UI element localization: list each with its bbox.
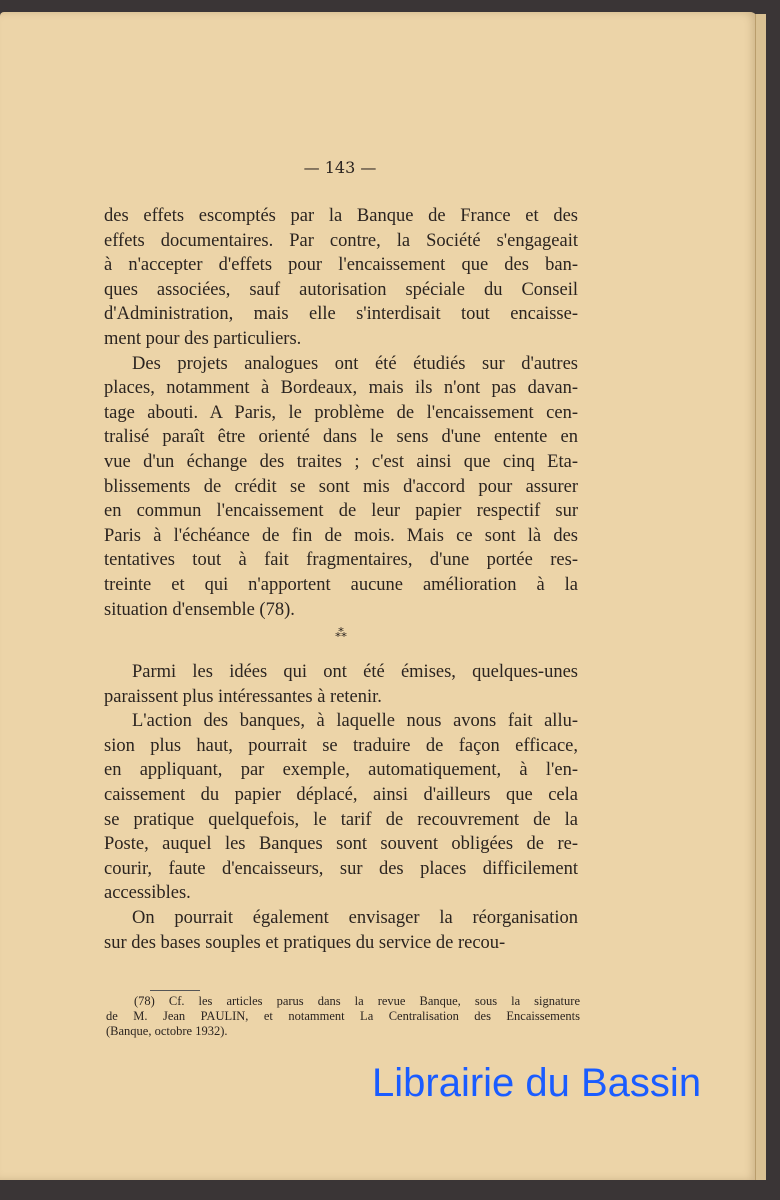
section-break: ⁂ (335, 626, 347, 641)
paragraph (104, 660, 578, 709)
text-line: tralisé paraît être orienté dans le sens d'une entente en (104, 427, 578, 448)
text-line: On pourrait également envisager la réorganisation (132, 908, 578, 929)
text-line: en appliquant, par exemple, automatiquement, à l'en- (104, 760, 578, 781)
footnote-line: (78) Cf. les articles parus dans la revue Banque, sous la signature (134, 994, 580, 1008)
text-line: d'Administration, mais elle s'interdisait tout encaisse- (104, 304, 578, 325)
paragraph (104, 709, 578, 906)
page-number: — 143 — (303, 158, 377, 177)
text-line: à n'accepter d'effets pour l'encaissement que des ban- (104, 255, 578, 276)
text-line: blissements de crédit se sont mis d'accord pour assurer (104, 476, 578, 497)
text-line: Parmi les idées qui ont été émises, quelques-unes (132, 662, 578, 683)
text-line: vue d'un échange des traites ; c'est ainsi que cinq Eta- (104, 451, 578, 472)
text-line: courir, faute d'encaisseurs, sur des places difficilement (104, 858, 578, 879)
text-line: ment pour des particuliers. (104, 328, 302, 349)
text-line: treinte et qui n'apportent aucune amélioration à la (104, 574, 578, 595)
footnote-line: (Banque, octobre 1932). (106, 1024, 228, 1038)
text-line: tage abouti. A Paris, le problème de l'encaissement cen- (104, 402, 578, 423)
text-line: situation d'ensemble (78). (104, 599, 295, 620)
text-line: caissement du papier déplacé, ainsi d'ailleurs que cela (104, 785, 578, 806)
paragraph (104, 204, 578, 352)
footnote (106, 994, 580, 1039)
text-line: effets documentaires. Par contre, la Société s'engageait (104, 230, 578, 251)
text-line: Poste, auquel les Banques sont souvent obligées de re- (104, 834, 578, 855)
text-line: sur des bases souples et pratiques du service de recou- (104, 932, 506, 953)
text-line: sion plus haut, pourrait se traduire de façon efficace, (104, 735, 578, 756)
paragraph (104, 352, 578, 623)
footnote-rule (150, 990, 200, 991)
paragraph (104, 906, 578, 955)
body-text (104, 204, 578, 955)
text-line: accessibles. (104, 883, 191, 904)
text-line: Des projets analogues ont été étudiés sur d'autres (132, 353, 578, 374)
text-line: ques associées, sauf autorisation spéciale du Conseil (104, 279, 578, 300)
footnote-line: de M. Jean PAULIN, et notamment La Centralisation des Encaissements (106, 1009, 580, 1023)
text-line: tentatives tout à fait fragmentaires, d'une portée res- (104, 550, 578, 571)
text-line: des effets escomptés par la Banque de France et des (104, 206, 578, 226)
text-line: L'action des banques, à laquelle nous avons fait allu- (132, 711, 578, 732)
text-line: places, notamment à Bordeaux, mais ils n'ont pas davan- (104, 378, 578, 399)
text-line: Paris à l'échéance de fin de mois. Mais ce sont là des (104, 525, 578, 546)
watermark: Librairie du Bassin (372, 1061, 702, 1105)
text-line: paraissent plus intéressantes à retenir. (104, 686, 382, 707)
page-edges (755, 14, 766, 1180)
text-line: se pratique quelquefois, le tarif de recouvrement de la (104, 809, 578, 830)
text-line: en commun l'encaissement de leur papier respectif sur (104, 501, 578, 522)
